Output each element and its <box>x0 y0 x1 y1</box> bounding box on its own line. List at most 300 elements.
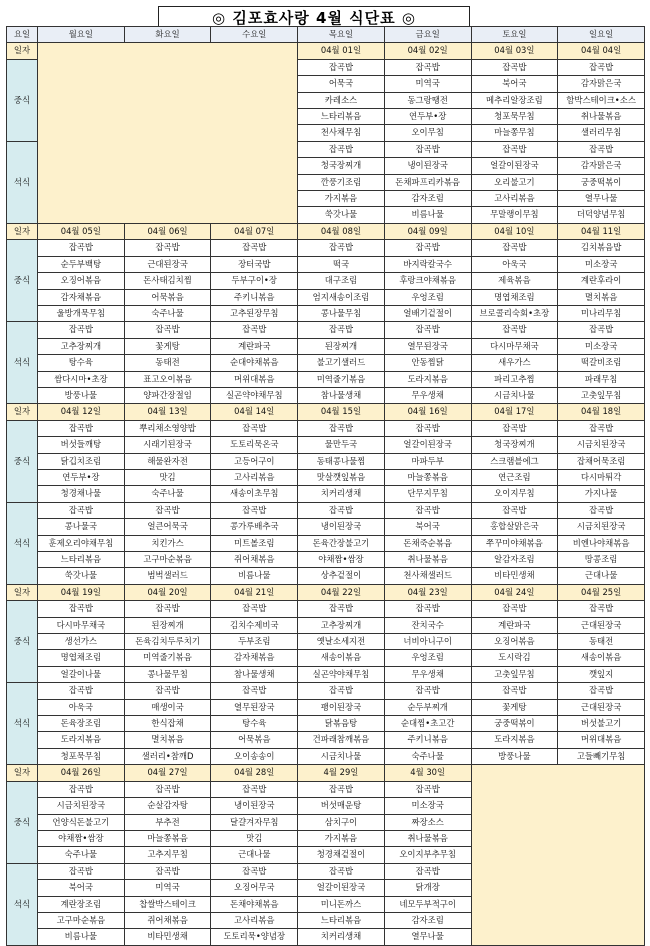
menu-cell: 잡곡밥 <box>38 601 125 617</box>
menu-cell: 잡곡밥 <box>384 863 471 879</box>
date-cell: 04월 11일 <box>558 223 645 239</box>
menu-cell: 숙주나물 <box>384 748 471 764</box>
menu-cell: 도라지볶음 <box>384 371 471 387</box>
menu-cell: 마늘쫑무침 <box>471 125 558 141</box>
menu-cell: 버섯불고기 <box>558 716 645 732</box>
menu-cell: 도라지볶음 <box>38 732 125 748</box>
menu-cell: 잡곡밥 <box>298 420 385 436</box>
meal-plan-body <box>7 43 645 945</box>
date-cell: 04월 06일 <box>124 223 211 239</box>
date-row <box>7 404 645 420</box>
header-cell: 목요일 <box>298 27 385 43</box>
menu-cell: 오이지무침 <box>471 486 558 502</box>
menu-cell: 잔치국수 <box>384 617 471 633</box>
menu-cell: 열무나물 <box>384 929 471 945</box>
menu-cell: 대구조림 <box>298 273 385 289</box>
menu-cell: 알감자조림 <box>471 552 558 568</box>
row-label-lunch: 중식 <box>7 240 38 322</box>
menu-cell: 스크램블에그 <box>471 453 558 469</box>
menu-cell: 함박스테이크•소스 <box>558 92 645 108</box>
menu-cell: 참나물생채 <box>211 666 298 682</box>
menu-cell: 건파래참깨볶음 <box>298 732 385 748</box>
date-cell: 04월 22일 <box>298 584 385 600</box>
menu-cell: 머위대볶음 <box>558 732 645 748</box>
menu-cell: 고추장찌개 <box>298 617 385 633</box>
menu-cell: 동태전 <box>558 634 645 650</box>
menu-cell: 명엽채조림 <box>38 650 125 666</box>
menu-cell: 양파간장절임 <box>124 387 211 403</box>
date-cell: 04월 14일 <box>211 404 298 420</box>
menu-cell: 잡곡밥 <box>384 141 471 157</box>
menu-cell: 미역줄기볶음 <box>124 650 211 666</box>
row-label-date: 일자 <box>7 584 38 600</box>
menu-cell: 잡곡밥 <box>298 683 385 699</box>
menu-cell: 꽃게탕 <box>471 699 558 715</box>
menu-cell: 실곤약야채무침 <box>211 387 298 403</box>
page-title: ◎ 김포효사랑 4월 식단표 ◎ <box>158 6 470 28</box>
menu-cell: 마파두부 <box>384 453 471 469</box>
date-cell: 04월 10일 <box>471 223 558 239</box>
menu-cell: 마늘쫑볶음 <box>124 830 211 846</box>
menu-cell: 시금치나물 <box>471 387 558 403</box>
lunch-row <box>7 273 645 289</box>
menu-cell: 쥐어채볶음 <box>211 552 298 568</box>
menu-cell: 명엽채조림 <box>471 289 558 305</box>
menu-cell: 근대된장국 <box>558 699 645 715</box>
menu-cell: 비름나물 <box>38 929 125 945</box>
menu-cell: 고추장찌개 <box>38 338 125 354</box>
menu-cell: 쑥갓나물 <box>298 207 385 223</box>
menu-cell: 얼배기겉절이 <box>384 305 471 321</box>
menu-cell: 고들빼기무침 <box>558 748 645 764</box>
menu-cell: 잡곡밥 <box>298 863 385 879</box>
menu-cell: 열무된장국 <box>211 699 298 715</box>
menu-cell: 참나물생채 <box>298 387 385 403</box>
header-cell: 일요일 <box>558 27 645 43</box>
lunch-row <box>7 486 645 502</box>
menu-cell: 닭볶음탕 <box>298 716 385 732</box>
dinner-row <box>7 683 645 699</box>
menu-cell: 고춧잎무침 <box>558 387 645 403</box>
menu-cell: 순살감자탕 <box>124 798 211 814</box>
menu-cell: 버섯들깨탕 <box>38 437 125 453</box>
menu-cell: 치커리생채 <box>298 486 385 502</box>
menu-cell: 잡곡밥 <box>471 502 558 518</box>
menu-cell: 고춧잎무침 <box>471 666 558 682</box>
menu-cell: 잡곡밥 <box>471 322 558 338</box>
menu-cell: 무우생채 <box>384 387 471 403</box>
menu-cell: 잡곡밥 <box>38 240 125 256</box>
menu-cell: 잡곡밥 <box>124 863 211 879</box>
menu-cell: 짜장소스 <box>384 814 471 830</box>
menu-cell: 오이지부추무침 <box>384 847 471 863</box>
menu-cell: 두부조림 <box>211 634 298 650</box>
menu-cell: 깐풍기조림 <box>298 174 385 190</box>
menu-cell: 시금치된장국 <box>558 437 645 453</box>
menu-cell: 도라지볶음 <box>471 732 558 748</box>
menu-cell: 잡곡밥 <box>384 420 471 436</box>
menu-cell: 떡국 <box>298 256 385 272</box>
lunch-row <box>7 666 645 682</box>
date-cell: 04월 18일 <box>558 404 645 420</box>
header-cell: 월요일 <box>38 27 125 43</box>
menu-cell: 돈채파프리카볶음 <box>384 174 471 190</box>
menu-cell: 콩나물무침 <box>298 305 385 321</box>
menu-cell: 잡곡밥 <box>558 322 645 338</box>
menu-cell: 열무나물 <box>558 191 645 207</box>
menu-cell: 파래무침 <box>558 371 645 387</box>
menu-cell: 오이무침 <box>384 125 471 141</box>
date-cell: 04월 19일 <box>38 584 125 600</box>
lunch-row <box>7 256 645 272</box>
row-label-date: 일자 <box>7 43 38 59</box>
menu-cell: 잡곡밥 <box>384 240 471 256</box>
menu-cell: 취나물볶음 <box>384 552 471 568</box>
menu-cell: 오징어볶음 <box>471 634 558 650</box>
date-cell: 04월 05일 <box>38 223 125 239</box>
dinner-row <box>7 732 645 748</box>
menu-cell: 북어국 <box>471 76 558 92</box>
menu-cell: 동그랑땡전 <box>384 92 471 108</box>
menu-cell: 잡곡밥 <box>211 781 298 797</box>
header-cell: 요일 <box>7 27 38 43</box>
menu-cell: 달걀겨자무침 <box>211 814 298 830</box>
row-label-lunch: 중식 <box>7 601 38 683</box>
lunch-row <box>7 650 645 666</box>
menu-cell: 잡곡밥 <box>124 781 211 797</box>
header-cell: 수요일 <box>211 27 298 43</box>
menu-cell: 오이송송이 <box>211 748 298 764</box>
menu-cell: 잡곡밥 <box>124 683 211 699</box>
header-cell: 화요일 <box>124 27 211 43</box>
date-cell: 04월 28일 <box>211 765 298 781</box>
menu-cell: 도시락김 <box>471 650 558 666</box>
menu-cell: 감자조림 <box>384 191 471 207</box>
menu-cell: 다시마무채국 <box>471 338 558 354</box>
menu-cell: 청포묵무침 <box>38 748 125 764</box>
menu-cell: 느타리볶음 <box>298 912 385 928</box>
menu-cell: 땅콩조림 <box>558 552 645 568</box>
menu-cell: 아욱국 <box>38 699 125 715</box>
menu-cell: 잡곡밥 <box>38 683 125 699</box>
menu-cell: 매생이국 <box>124 699 211 715</box>
menu-cell: 된장찌개 <box>298 338 385 354</box>
menu-cell: 찹쌀박스테이크 <box>124 896 211 912</box>
menu-cell: 머위대볶음 <box>211 371 298 387</box>
menu-cell: 맛살깻잎볶음 <box>298 469 385 485</box>
menu-cell: 단무지무침 <box>384 486 471 502</box>
menu-cell: 고사리볶음 <box>471 191 558 207</box>
menu-cell: 잡곡밥 <box>211 420 298 436</box>
menu-cell: 연두부•장 <box>384 109 471 125</box>
menu-cell: 탕수육 <box>38 355 125 371</box>
menu-cell: 잡곡밥 <box>471 683 558 699</box>
date-cell: 04월 03일 <box>471 43 558 59</box>
menu-cell: 우엉조림 <box>384 289 471 305</box>
menu-cell: 새송이볶음 <box>298 650 385 666</box>
menu-cell: 잡곡밥 <box>471 59 558 75</box>
menu-cell: 멸치볶음 <box>558 289 645 305</box>
menu-cell: 돈사태김치찜 <box>124 273 211 289</box>
menu-cell: 김치수제비국 <box>211 617 298 633</box>
menu-cell: 범벅샐러드 <box>124 568 211 584</box>
lunch-row <box>7 437 645 453</box>
row-label-dinner: 석식 <box>7 863 38 945</box>
menu-cell: 쥐어채볶음 <box>124 912 211 928</box>
row-label-date: 일자 <box>7 404 38 420</box>
menu-cell: 잡곡밥 <box>384 781 471 797</box>
dinner-row <box>7 322 645 338</box>
menu-cell: 불고기샐러드 <box>298 355 385 371</box>
menu-cell: 천사채무침 <box>298 125 385 141</box>
menu-cell: 근대나물 <box>211 847 298 863</box>
menu-cell: 얼큰어묵국 <box>124 519 211 535</box>
menu-cell: 계란후라이 <box>558 273 645 289</box>
menu-cell: 잡곡밥 <box>211 502 298 518</box>
date-cell: 4월 30일 <box>384 765 471 781</box>
menu-cell: 잡곡밥 <box>124 240 211 256</box>
lunch-row <box>7 617 645 633</box>
menu-cell: 잡곡밥 <box>211 240 298 256</box>
menu-cell: 얼갈이된장국 <box>384 437 471 453</box>
date-cell: 04월 17일 <box>471 404 558 420</box>
date-cell: 04월 15일 <box>298 404 385 420</box>
menu-cell: 고구마순볶음 <box>124 552 211 568</box>
menu-cell: 느타리볶음 <box>38 552 125 568</box>
dinner-row <box>7 371 645 387</box>
menu-cell: 떡갈비조림 <box>558 355 645 371</box>
menu-cell: 콩나물국 <box>38 519 125 535</box>
menu-cell: 가지볶음 <box>298 830 385 846</box>
menu-cell: 부추전 <box>124 814 211 830</box>
menu-cell: 상추겉절이 <box>298 568 385 584</box>
menu-cell: 샐러리•참깨D <box>124 748 211 764</box>
menu-cell: 한식잡채 <box>124 716 211 732</box>
menu-cell: 북어국 <box>384 519 471 535</box>
dinner-row <box>7 568 645 584</box>
menu-cell: 궁중떡볶이 <box>558 174 645 190</box>
menu-cell: 샐러리무침 <box>558 125 645 141</box>
date-cell: 4월 29일 <box>298 765 385 781</box>
menu-cell: 시금치된장국 <box>558 519 645 535</box>
menu-cell: 궁중떡볶이 <box>471 716 558 732</box>
menu-cell: 잡곡밥 <box>38 781 125 797</box>
menu-cell: 생선가스 <box>38 634 125 650</box>
dinner-row <box>7 502 645 518</box>
menu-cell: 냉이된장국 <box>384 158 471 174</box>
menu-cell: 미역국 <box>384 76 471 92</box>
menu-cell: 청국장찌개 <box>298 158 385 174</box>
menu-cell: 돈육김치두루치기 <box>124 634 211 650</box>
menu-cell: 너비아니구이 <box>384 634 471 650</box>
row-label-dinner: 석식 <box>7 683 38 765</box>
menu-cell: 숙주나물 <box>124 486 211 502</box>
menu-cell: 돈채죽순볶음 <box>384 535 471 551</box>
dinner-row <box>7 519 645 535</box>
menu-cell: 순대야채볶음 <box>211 355 298 371</box>
menu-cell: 열무된장국 <box>384 338 471 354</box>
menu-cell: 고추지무침 <box>124 847 211 863</box>
menu-cell: 비타민생채 <box>471 568 558 584</box>
menu-cell: 잡곡밥 <box>558 420 645 436</box>
menu-cell: 잡곡밥 <box>471 420 558 436</box>
menu-cell: 고추된장무침 <box>211 305 298 321</box>
menu-cell: 엄지새송이조림 <box>298 289 385 305</box>
menu-cell: 잡곡밥 <box>124 601 211 617</box>
menu-cell: 미니돈까스 <box>298 896 385 912</box>
dinner-row <box>7 716 645 732</box>
menu-cell: 쭈꾸미야채볶음 <box>471 535 558 551</box>
menu-cell: 계란파국 <box>211 338 298 354</box>
menu-cell: 버섯매운탕 <box>298 798 385 814</box>
menu-cell: 잡곡밥 <box>558 601 645 617</box>
dinner-row <box>7 535 645 551</box>
menu-cell: 네모두부적구이 <box>384 896 471 912</box>
dinner-row <box>7 338 645 354</box>
menu-cell: 잡곡밥 <box>38 502 125 518</box>
menu-cell: 취나물볶음 <box>558 109 645 125</box>
menu-cell: 홍합살맑은국 <box>471 519 558 535</box>
menu-cell: 닭개장 <box>384 880 471 896</box>
menu-cell: 잡곡밥 <box>558 683 645 699</box>
menu-cell: 후랑크야채볶음 <box>384 273 471 289</box>
menu-cell: 미소장국 <box>558 256 645 272</box>
date-cell: 04월 27일 <box>124 765 211 781</box>
row-label-dinner: 석식 <box>7 322 38 404</box>
menu-cell: 순대찜•초고간 <box>384 716 471 732</box>
menu-cell: 계란장조림 <box>38 896 125 912</box>
menu-cell: 시금치나물 <box>298 748 385 764</box>
menu-cell: 우엉조림 <box>384 650 471 666</box>
menu-cell: 순두부찌개 <box>384 699 471 715</box>
menu-cell: 잡곡밥 <box>558 59 645 75</box>
date-cell: 04월 24일 <box>471 584 558 600</box>
menu-cell: 냉이된장국 <box>298 519 385 535</box>
menu-cell: 도토리묵•양념장 <box>211 929 298 945</box>
menu-cell: 미소장국 <box>384 798 471 814</box>
menu-cell: 청경채나물 <box>38 486 125 502</box>
menu-cell: 잡곡밥 <box>558 502 645 518</box>
menu-cell: 가지볶음 <box>298 191 385 207</box>
menu-cell: 잡곡밥 <box>384 502 471 518</box>
menu-cell: 돈채야채볶음 <box>211 896 298 912</box>
menu-cell: 잡곡밥 <box>298 240 385 256</box>
menu-cell: 깻잎지 <box>558 666 645 682</box>
menu-cell: 연두부•장 <box>38 469 125 485</box>
menu-cell: 잡곡밥 <box>298 141 385 157</box>
row-label-lunch: 중식 <box>7 420 38 502</box>
menu-cell: 잡곡밥 <box>384 601 471 617</box>
date-cell: 04월 23일 <box>384 584 471 600</box>
menu-cell: 훈제오리야채무침 <box>38 535 125 551</box>
menu-cell: 카레소스 <box>298 92 385 108</box>
menu-cell: 쌈다시마•초장 <box>38 371 125 387</box>
menu-cell: 순두부백탕 <box>38 256 125 272</box>
lunch-row <box>7 469 645 485</box>
menu-cell: 콩나물무침 <box>124 666 211 682</box>
menu-cell: 취나물볶음 <box>384 830 471 846</box>
header-cell: 금요일 <box>384 27 471 43</box>
menu-cell: 더덕양념무침 <box>558 207 645 223</box>
lunch-row <box>7 634 645 650</box>
menu-cell: 가지나물 <box>558 486 645 502</box>
menu-cell: 잡곡밥 <box>298 502 385 518</box>
row-label-dinner: 석식 <box>7 502 38 584</box>
menu-cell: 실곤약야채무침 <box>298 666 385 682</box>
menu-cell: 브로콜리숙회•초장 <box>471 305 558 321</box>
dinner-row <box>7 699 645 715</box>
menu-cell: 무말랭이무침 <box>471 207 558 223</box>
menu-cell: 천사채샐러드 <box>384 568 471 584</box>
menu-cell: 잡곡밥 <box>384 322 471 338</box>
menu-cell: 안동찜닭 <box>384 355 471 371</box>
menu-cell: 잡곡밥 <box>124 322 211 338</box>
date-cell: 04월 12일 <box>38 404 125 420</box>
menu-cell: 제육볶음 <box>471 273 558 289</box>
menu-cell: 꽃게탕 <box>124 338 211 354</box>
menu-cell: 야채짬•쌈장 <box>298 552 385 568</box>
date-cell: 04월 13일 <box>124 404 211 420</box>
menu-cell: 동태콩나물찜 <box>298 453 385 469</box>
lunch-row <box>7 289 645 305</box>
menu-cell: 새우가스 <box>471 355 558 371</box>
menu-cell: 잡곡밥 <box>38 863 125 879</box>
menu-cell: 잡곡밥 <box>38 322 125 338</box>
menu-cell: 근대나물 <box>558 568 645 584</box>
menu-cell: 해물완자전 <box>124 453 211 469</box>
menu-cell: 표고오이볶음 <box>124 371 211 387</box>
menu-cell: 비름나물 <box>211 568 298 584</box>
menu-cell: 비타민생채 <box>124 929 211 945</box>
lunch-row <box>7 601 645 617</box>
menu-cell: 삼치구이 <box>298 814 385 830</box>
menu-cell: 북어국 <box>38 880 125 896</box>
menu-cell: 멸치볶음 <box>124 732 211 748</box>
menu-cell: 된장찌개 <box>124 617 211 633</box>
menu-cell: 감자맑은국 <box>558 158 645 174</box>
menu-cell: 오징어무국 <box>211 880 298 896</box>
date-cell: 04월 09일 <box>384 223 471 239</box>
menu-cell: 미나리무침 <box>558 305 645 321</box>
empty-block <box>471 765 644 945</box>
menu-cell: 잡곡밥 <box>211 322 298 338</box>
menu-cell: 잡곡밥 <box>211 683 298 699</box>
menu-cell: 근대된장국 <box>558 617 645 633</box>
menu-cell: 청포묵무침 <box>471 109 558 125</box>
menu-cell: 계란파국 <box>471 617 558 633</box>
menu-cell: 잡곡밥 <box>124 502 211 518</box>
menu-cell: 오징어볶음 <box>38 273 125 289</box>
date-row <box>7 765 645 781</box>
menu-cell: 얼갈이된장국 <box>298 880 385 896</box>
menu-cell: 맛김 <box>211 830 298 846</box>
menu-cell: 메추리알장조림 <box>471 92 558 108</box>
menu-cell: 고등어구이 <box>211 453 298 469</box>
menu-cell: 잡곡밥 <box>298 601 385 617</box>
menu-cell: 다시마무채국 <box>38 617 125 633</box>
menu-cell: 잡곡밥 <box>471 141 558 157</box>
menu-cell: 미역국 <box>124 880 211 896</box>
menu-cell: 잡곡밥 <box>38 420 125 436</box>
menu-cell: 새송이볶음 <box>558 650 645 666</box>
menu-cell: 청경채겉절이 <box>298 847 385 863</box>
menu-cell: 어묵볶음 <box>124 289 211 305</box>
date-cell: 04월 25일 <box>558 584 645 600</box>
menu-cell: 장터국밥 <box>211 256 298 272</box>
menu-cell: 콩가루배추국 <box>211 519 298 535</box>
menu-cell: 잡곡밥 <box>298 59 385 75</box>
menu-cell: 다시마튀각 <box>558 469 645 485</box>
